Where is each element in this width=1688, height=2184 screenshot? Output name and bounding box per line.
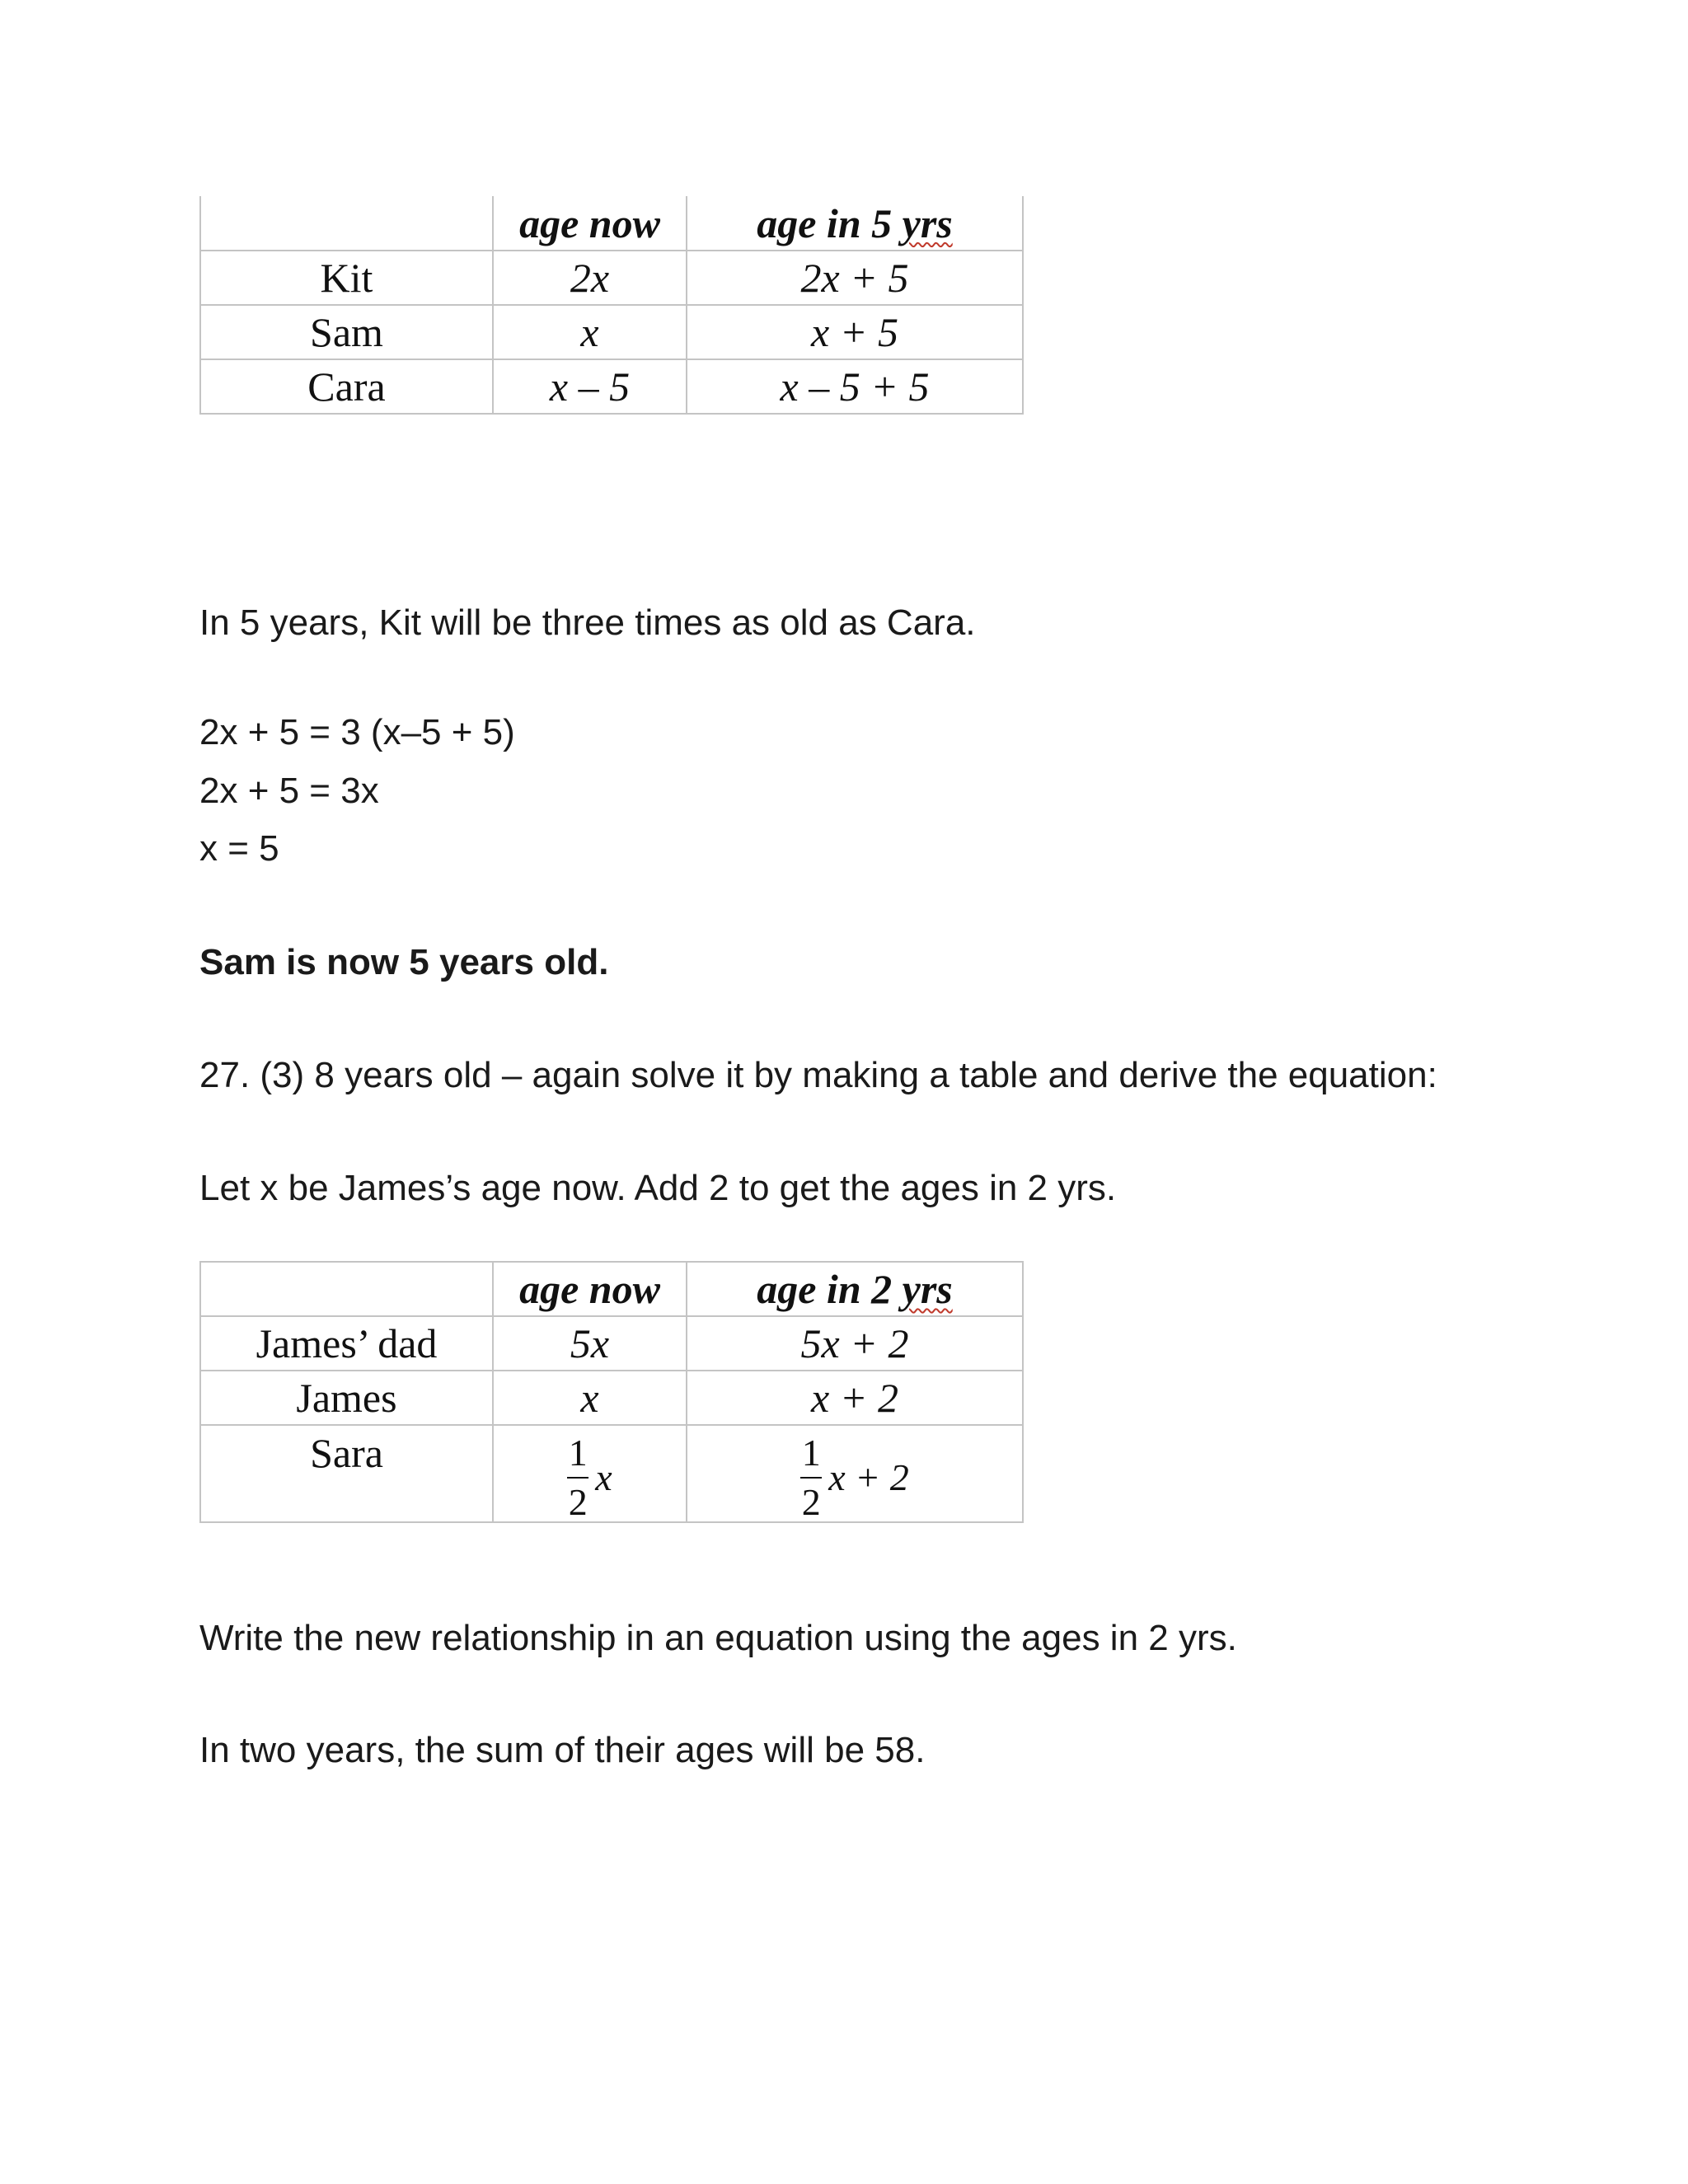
row-age-later: x – 5 + 5	[687, 359, 1023, 414]
row-age-later	[687, 1425, 1023, 1522]
fraction	[567, 1434, 588, 1521]
row-age-now	[493, 1425, 687, 1522]
row-age-now: 2x	[493, 251, 687, 305]
row-age-later: x + 5	[687, 305, 1023, 359]
spellcheck-underline: yrs	[902, 199, 953, 246]
table-row	[200, 305, 1023, 359]
equation-line: x = 5	[199, 828, 279, 869]
header-age-later-text: age in 5 yrs	[757, 199, 953, 246]
age-table-2-years	[199, 1261, 1024, 1523]
fraction-expression	[567, 1434, 612, 1521]
row-name: James	[200, 1371, 493, 1425]
spellcheck-underline: yrs	[902, 1266, 953, 1312]
row-name: Kit	[200, 251, 493, 305]
fraction-expression	[800, 1434, 908, 1521]
fraction-numerator: 1	[568, 1432, 588, 1474]
row-age-later: 5x + 2	[687, 1316, 1023, 1371]
row-name: Cara	[200, 359, 493, 414]
header-age-later-text: age in 2 yrs	[757, 1266, 953, 1312]
fraction-bar	[800, 1477, 822, 1479]
table-header-row	[200, 1262, 1023, 1316]
table-row	[200, 251, 1023, 305]
row-age-now: x	[493, 305, 687, 359]
equation-line: 2x + 5 = 3 (x–5 + 5)	[199, 712, 515, 752]
statement-new-relationship: Write the new relationship in an equation using the ages in 2 yrs.	[199, 1618, 1237, 1658]
fraction-numerator: 1	[801, 1432, 821, 1474]
header-age-now: age now	[493, 1262, 687, 1316]
table-row	[200, 1316, 1023, 1371]
fraction-denominator: 2	[801, 1481, 821, 1523]
question-27: 27. (3) 8 years old – again solve it by making a table and derive the equation:	[199, 1055, 1437, 1095]
header-age-later	[687, 196, 1023, 251]
row-age-now: x – 5	[493, 359, 687, 414]
fraction-denominator: 2	[568, 1481, 588, 1523]
equation-line: 2x + 5 = 3x	[199, 771, 379, 811]
statement-sum-ages: In two years, the sum of their ages will be 58.	[199, 1730, 926, 1770]
row-age-later: x + 2	[687, 1371, 1023, 1425]
fraction	[800, 1434, 822, 1521]
table-header-row	[200, 196, 1023, 251]
table-row	[200, 1425, 1023, 1522]
statement-kit-cara: In 5 years, Kit will be three times as old as Cara.	[199, 602, 976, 643]
row-age-now: x	[493, 1371, 687, 1425]
header-age-later	[687, 1262, 1023, 1316]
header-blank-cell	[200, 196, 493, 251]
row-name: Sam	[200, 305, 493, 359]
row-name: Sara	[200, 1425, 493, 1522]
header-blank-cell	[200, 1262, 493, 1316]
answer-sam-age: Sam is now 5 years old.	[199, 942, 609, 982]
row-age-later: 2x + 5	[687, 251, 1023, 305]
table-row	[200, 1371, 1023, 1425]
age-table-5-years	[199, 196, 1024, 415]
fraction-tail: x	[595, 1456, 612, 1498]
fraction-tail: x + 2	[828, 1456, 909, 1498]
fraction-bar	[567, 1477, 588, 1479]
header-age-now: age now	[493, 196, 687, 251]
row-name: James’ dad	[200, 1316, 493, 1371]
instruction-james: Let x be James’s age now. Add 2 to get the ages in 2 yrs.	[199, 1168, 1117, 1208]
table-row	[200, 359, 1023, 414]
row-age-now: 5x	[493, 1316, 687, 1371]
